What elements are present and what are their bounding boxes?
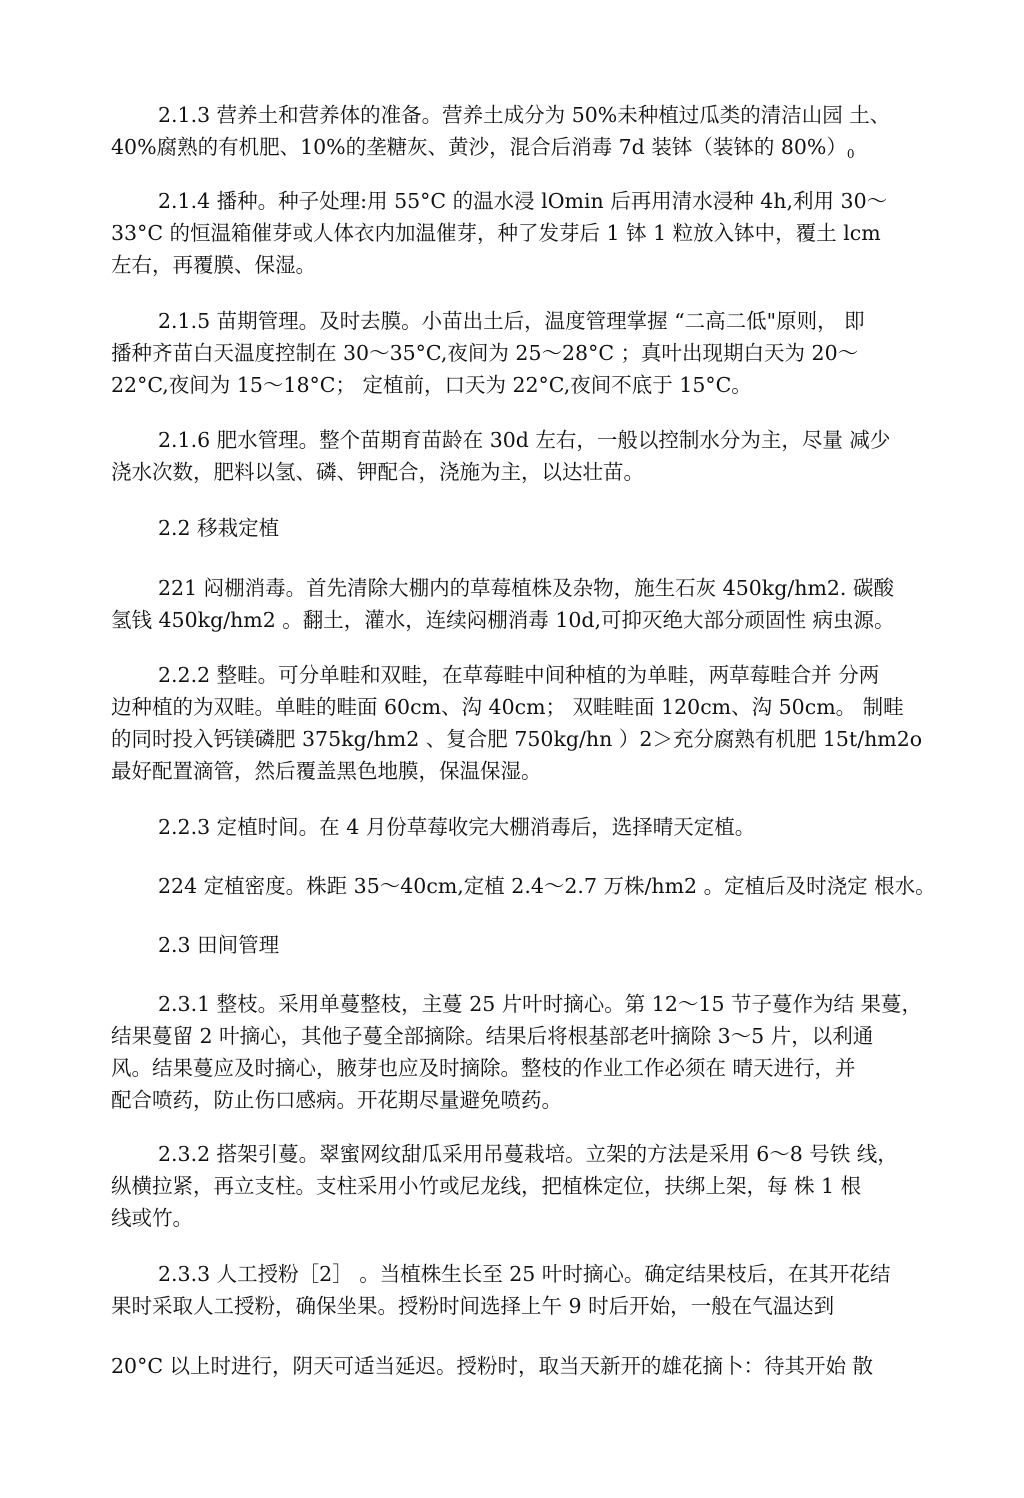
text-line: 左右，再覆膜、保湿。 <box>111 253 316 277</box>
text-line: 的同时投入钙镁磷肥 375kg/hm2 、复合肥 750kg/hn ）2＞充分腐熟有机肥 15t/hm2o <box>111 727 923 751</box>
text-line: 2.2 移栽定植 <box>158 516 280 540</box>
text-line: 33°C 的恒温箱催芽或人体衣内加温催芽，种了发芽后 1 钵 1 粒放入钵中，覆土 lcm <box>111 221 881 245</box>
text-line: 221 闷棚消毒。首先清除大棚内的草莓植株及杂物，施生石灰 450kg/hm2. 碳酸 <box>158 576 894 600</box>
text-span: 40%腐熟的有机肥、10%的垄糖灰、黄沙，混合后消毒 7d 装钵（装钵的 80%） <box>111 135 847 159</box>
subscript-mark: 0 <box>846 147 855 161</box>
paragraph-2-3-1 <box>111 988 923 1116</box>
paragraph-2-1-5 <box>111 305 915 401</box>
paragraph-2-2-2 <box>111 659 923 787</box>
text-line: 浇水次数，肥料以氢、磷、钾配合，浇施为主，以达壮苗。 <box>111 460 644 484</box>
paragraph-2-2-1 <box>111 572 915 636</box>
text-line: 风。结果蔓应及时摘心，腋芽也应及时摘除。整枝的作业工作必须在 晴天进行，并 <box>111 1056 856 1080</box>
paragraph-2-1-3 <box>111 99 915 170</box>
text-line: 20°C 以上时进行，阴天可适当延迟。授粉时，取当天新开的雄花摘卜：待其开始 散 <box>111 1354 874 1378</box>
text-line: 果时采取人工授粉，确保坐果。授粉时间选择上午 9 时后开始，一般在气温达到 <box>111 1294 835 1318</box>
paragraph-2-2-4 <box>111 870 936 902</box>
text-line: 2.1.5 苗期管理。及时去膜。小苗出土后，温度管理掌握 “二高二低"原则， 即 <box>158 309 865 333</box>
text-line: 2.3.1 整枝。采用单蔓整枝，主蔓 25 片叶时摘心。第 12～15 节子蔓作为结 果蔓， <box>158 992 923 1016</box>
text-line: 边种植的为双畦。单畦的畦面 60cm、沟 40cm； 双畦畦面 120cm、沟 50cm。 制畦 <box>111 695 904 719</box>
text-line: 线或竹。 <box>111 1206 193 1230</box>
text-line: 2.2.3 定植时间。在 4 月份草莓收完大棚消毒后，选择晴天定植。 <box>158 815 756 839</box>
paragraph-2-2-3 <box>111 811 915 843</box>
text-line: 2.1.4 播种。种子处理:用 55°C 的温水浸 lOmin 后再用清水浸种 4h,利用 30～ <box>158 189 888 213</box>
text-line: 2.1.3 营养土和营养体的准备。营养土成分为 50%未种植过瓜类的清洁山园 土、 <box>158 103 891 127</box>
text-line: 纵横拉紧，再立支柱。支柱采用小竹或尼龙线，把植株定位，扶绑上架，每 株 1 根 <box>111 1174 862 1198</box>
text-line: 配合喷药，防止伤口感病。开花期尽量避免喷药。 <box>111 1088 562 1112</box>
text-line: 结果蔓留 2 叶摘心，其他子蔓全部摘除。结果后将根基部老叶摘除 3～5 片，以利通 <box>111 1024 874 1048</box>
text-line: 2.3.2 搭架引蔓。翠蜜网纹甜瓜采用吊蔓栽培。立架的方法是采用 6～8 号铁 线， <box>158 1142 898 1166</box>
section-heading-2-3 <box>111 929 915 961</box>
text-line: 2.2.2 整畦。可分单畦和双畦，在草莓畦中间种植的为单畦，两草莓畦合并 分两 <box>158 663 880 687</box>
text-line: 2.3.3 人工授粉［2］ 。当植株生长至 25 叶时摘心。确定结果枝后，在其开花结 <box>158 1262 891 1286</box>
paragraph-2-3-2 <box>111 1138 915 1234</box>
text-line: 氢钱 450kg/hm2 。翻土，灌水，连续闷棚消毒 10d,可抑灭绝大部分顽固性 病虫源。 <box>111 608 895 632</box>
paragraph-2-3-3 <box>111 1258 915 1322</box>
text-line: 播种齐苗白天温度控制在 30～35°C,夜间为 25～28°C ；真叶出现期白天为 20～ <box>111 341 859 365</box>
paragraph-2-1-4 <box>111 185 915 281</box>
text-line <box>111 131 915 170</box>
text-line: 2.1.6 肥水管理。整个苗期育苗龄在 30d 左右，一般以控制水分为主，尽量 减少 <box>158 428 891 452</box>
section-heading-2-2 <box>111 512 915 544</box>
paragraph-2-1-6 <box>111 424 915 488</box>
text-line: 224 定植密度。株距 35～40cm,定植 2.4～2.7 万株/hm2 。定植后及时浇定 根水。 <box>158 874 936 898</box>
text-line: 最好配置滴管，然后覆盖黑色地膜，保温保湿。 <box>111 759 542 783</box>
text-line: 22°C,夜间为 15～18°C； 定植前，口天为 22°C,夜间不底于 15°C。 <box>111 373 752 397</box>
text-line: 2.3 田间管理 <box>158 933 280 957</box>
paragraph-continued <box>111 1350 915 1382</box>
